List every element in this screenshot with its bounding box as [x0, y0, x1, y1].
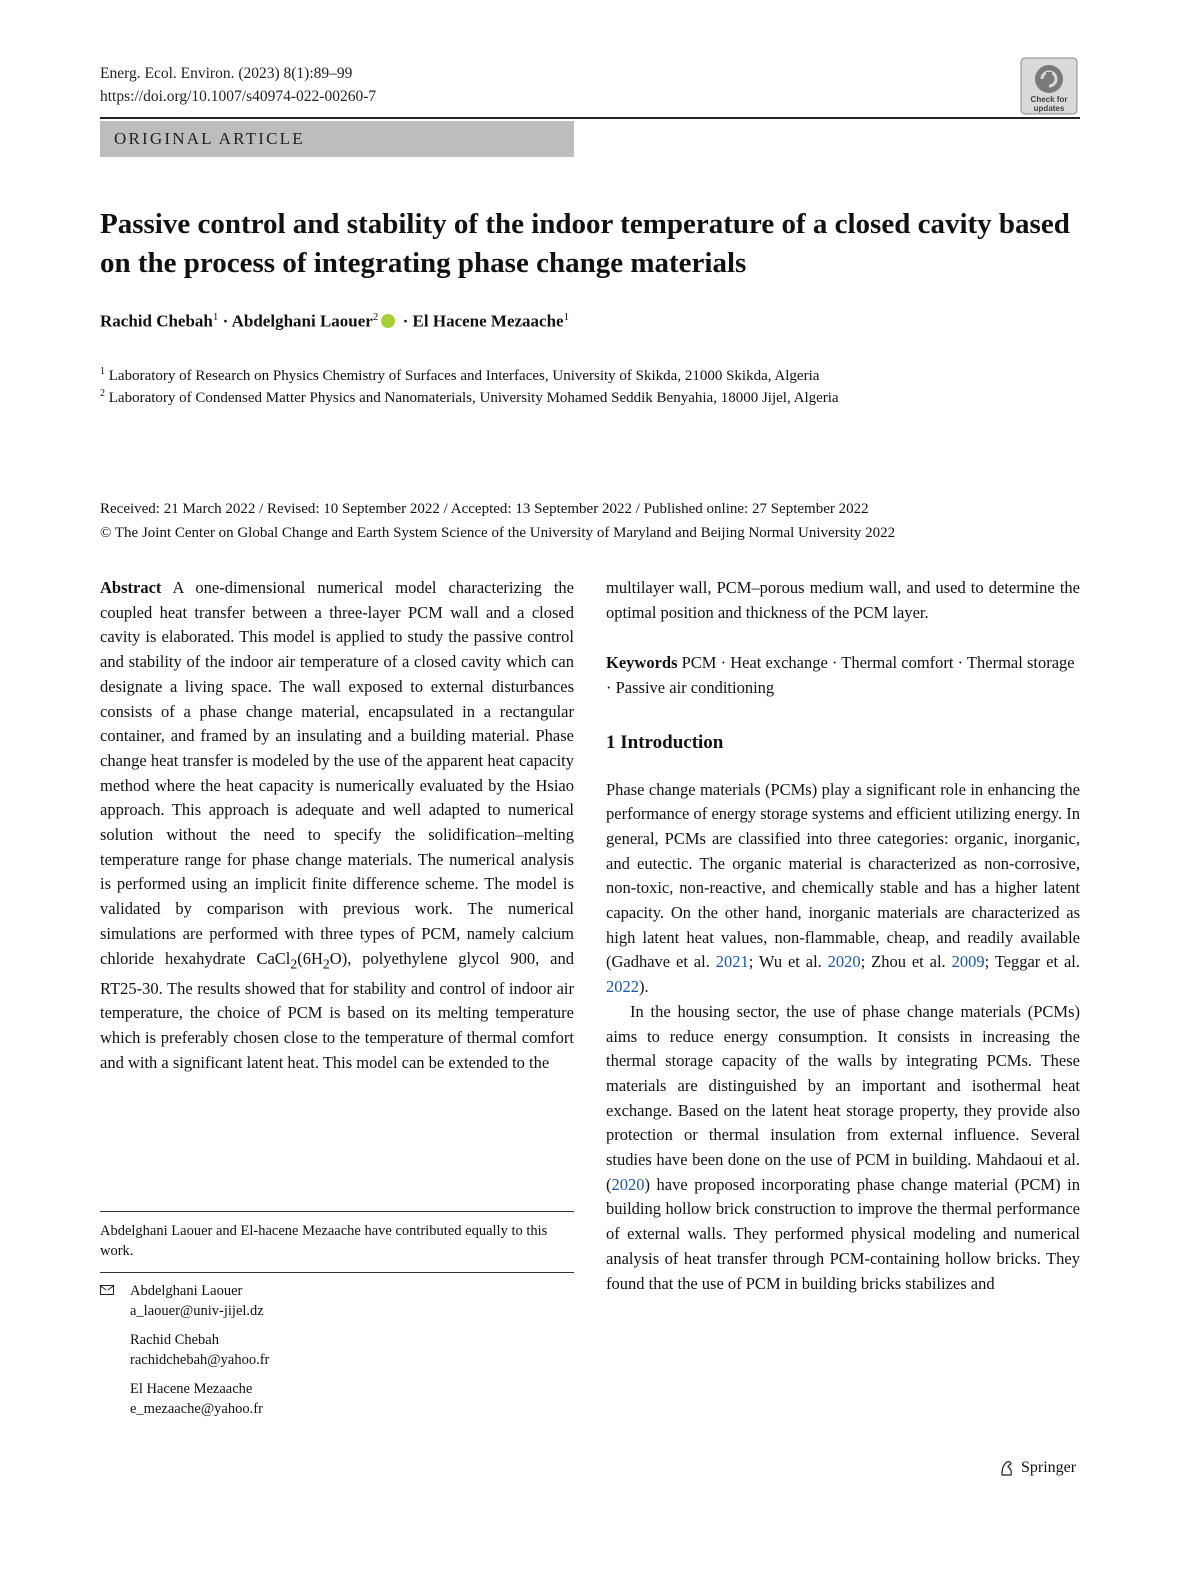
check-updates-label: Check for updates: [1030, 95, 1068, 113]
intro-text: Phase change materials (PCMs) play a significant role in enhancing the performance of energy storage systems and efficient utilizing energy. In general, PCMs are classified into three categories: organic, inorganic, and eutectic. The organic material is characterized as non-corrosive, non-toxic, non-reactive, and chemically stable and has a higher latent capacity. On the other hand, inorganic materials are characterized as high latent heat values, non-flammable, cheap, and readily available (Gadhave et al.: [606, 779, 1080, 972]
intro-text: ; Teggar et al.: [984, 952, 1081, 972]
article-type-banner: ORIGINAL ARTICLE: [100, 121, 574, 157]
contact-name: Abdelghani Laouer: [130, 1283, 243, 1299]
contact-entry: [100, 1330, 269, 1370]
author-name[interactable]: Abdelghani Laouer: [231, 311, 373, 331]
check-for-updates-badge[interactable]: [1020, 57, 1078, 115]
abstract-text-a: A one-dimensional numerical model characterizing the coupled heat transfer between a three-layer PCM wall and a closed cavity is elaborated. This model is applied to study the passive control and stability of the indoor air temperature of a closed cavity which can designate a living space. The wall exposed to external disturbances consists of a phase change material, encapsulated in a rectangular container, and framed by an insulating and a building material. Phase change heat transfer is modeled by the use of the apparent heat capacity method where the heat capacity is numerically evaluated by the Hsiao approach. This approach is adequate and well adapted to numerical solution without the need to specify the solidification–melting temperature range for phase change materials. The numerical analysis is performed using an implicit finite difference scheme. The model is validated by comparison with previous work. The numerical simulations are performed with three types of PCM, namely calcium chloride hexahydrate CaCl: [100, 578, 574, 968]
intro-text: ) have proposed incorporating phase change material (PCM) in building hollow brick construction to improve the thermal performance of external walls. They performed physical modeling and numerical analysis of heat transfer through PCM-containing hollow bricks. They found that the use of PCM in building bricks stabilizes and: [606, 1174, 1080, 1293]
contact-name: Rachid Chebah: [130, 1332, 219, 1348]
subscript: 2: [290, 955, 298, 971]
author-separator: ·: [218, 311, 232, 331]
orcid-icon[interactable]: [381, 314, 395, 328]
citation-link[interactable]: 2021: [715, 952, 749, 972]
intro-text: In the housing sector, the use of phase change materials (PCMs) aims to reduce energy consumption. It consists in increasing the thermal storage capacity of the walls by integrating PCMs. These materials are distinguished by an important and isothermal heat exchange. Based on the latent heat storage property, they provide also protection or thermal insulation from external influence. Several studies have been done on the use of PCM in building. Mahdaoui et al. (: [606, 1001, 1080, 1194]
citation-link[interactable]: 2020: [611, 1174, 645, 1194]
author-separator: ·: [398, 311, 413, 331]
citation-link[interactable]: 2020: [827, 952, 861, 972]
doi-link[interactable]: https://doi.org/10.1007/s40974-022-00260-7: [100, 88, 377, 105]
contact-name: El Hacene Mezaache: [130, 1381, 253, 1397]
subscript: 2: [322, 955, 330, 971]
author-affiliation-sup: 1: [563, 311, 570, 323]
paper-title: Passive control and stability of the indoor temperature of a closed cavity based on the process of integrating phase change materials: [100, 208, 1070, 279]
journal-citation: [100, 62, 376, 108]
author-name[interactable]: El Hacene Mezaache: [412, 311, 564, 331]
journal-line: Energ. Ecol. Environ. (2023) 8(1):89–99: [100, 65, 353, 82]
author-affiliation-sup: 1: [212, 311, 219, 323]
contact-entry: [100, 1281, 269, 1321]
intro-paragraph-2: [606, 1000, 1080, 1296]
intro-paragraph-1: [606, 778, 1080, 1000]
abstract-text-b: (6H: [297, 948, 323, 968]
publication-dates: [100, 497, 1080, 545]
contact-email[interactable]: e_mezaache@yahoo.fr: [130, 1401, 263, 1417]
intro-text: ; Wu et al.: [748, 952, 828, 972]
keywords-label: Keywords: [606, 653, 678, 673]
abstract-label: Abstract: [100, 578, 162, 597]
contact-email[interactable]: a_laouer@univ-jijel.dz: [130, 1303, 264, 1319]
copyright-line: © The Joint Center on Global Change and Earth System Science of the University of Maryland and Beijing Normal University 2022: [100, 525, 896, 541]
springer-horse-icon: [998, 1459, 1016, 1477]
affiliation-text: Laboratory of Research on Physics Chemistry of Surfaces and Interfaces, University of Skikda, 21000 Skikda, Algeria: [108, 368, 820, 384]
right-column: [606, 576, 1080, 1296]
affiliation-2: [100, 383, 839, 409]
contribution-footnote: Abdelghani Laouer and El-hacene Mezaache have contributed equally to this work.: [100, 1223, 548, 1259]
author-list: [100, 311, 569, 332]
citation-link[interactable]: 2022: [606, 977, 639, 997]
author-name[interactable]: Rachid Chebah: [100, 311, 213, 331]
section-heading-introduction: 1 Introduction: [606, 731, 724, 753]
abstract-paragraph: [100, 576, 574, 1075]
contact-email[interactable]: rachidchebah@yahoo.fr: [130, 1352, 270, 1368]
history-dates: Received: 21 March 2022 / Revised: 10 September 2022 / Accepted: 13 September 2022 / Published online: 27 September 2022: [100, 501, 869, 517]
affiliation-number: 1: [100, 366, 105, 377]
keywords-text: PCM · Heat exchange · Thermal comfort · Thermal storage · Passive air conditioning: [606, 653, 1075, 698]
footnote-rule: [100, 1272, 574, 1273]
envelope-icon: [100, 1285, 114, 1295]
publisher-name: Springer: [1021, 1459, 1077, 1476]
abstract-text-c: O), polyethylene glycol 900, and RT25-30. The results showed that for stability and control of indoor air temperature, the choice of PCM is based on its melting temperature which is preferably chosen close to the temperature of thermal comfort and with a significant latent heat. This model can be extended to the: [100, 948, 574, 1072]
footnote-rule: [100, 1211, 574, 1212]
affiliation-text: Laboratory of Condensed Matter Physics and Nanomaterials, University Mohamed Seddik Benyahia, 18000 Jijel, Algeria: [108, 390, 839, 406]
citation-link[interactable]: 2009: [951, 952, 985, 972]
keywords: [606, 651, 1080, 700]
author-affiliation-sup: 2: [372, 311, 379, 323]
contact-entry: [100, 1379, 269, 1419]
abstract-continuation: multilayer wall, PCM–porous medium wall, and used to determine the optimal position and thickness of the PCM layer.: [606, 578, 1080, 622]
left-column: [100, 576, 574, 1075]
publisher-logo: [998, 1459, 1076, 1477]
header-rule: [100, 117, 1080, 119]
intro-text: ; Zhou et al.: [860, 952, 952, 972]
affiliation-number: 2: [100, 388, 105, 399]
intro-text: ).: [639, 977, 649, 997]
corresponding-contacts: [100, 1281, 269, 1428]
